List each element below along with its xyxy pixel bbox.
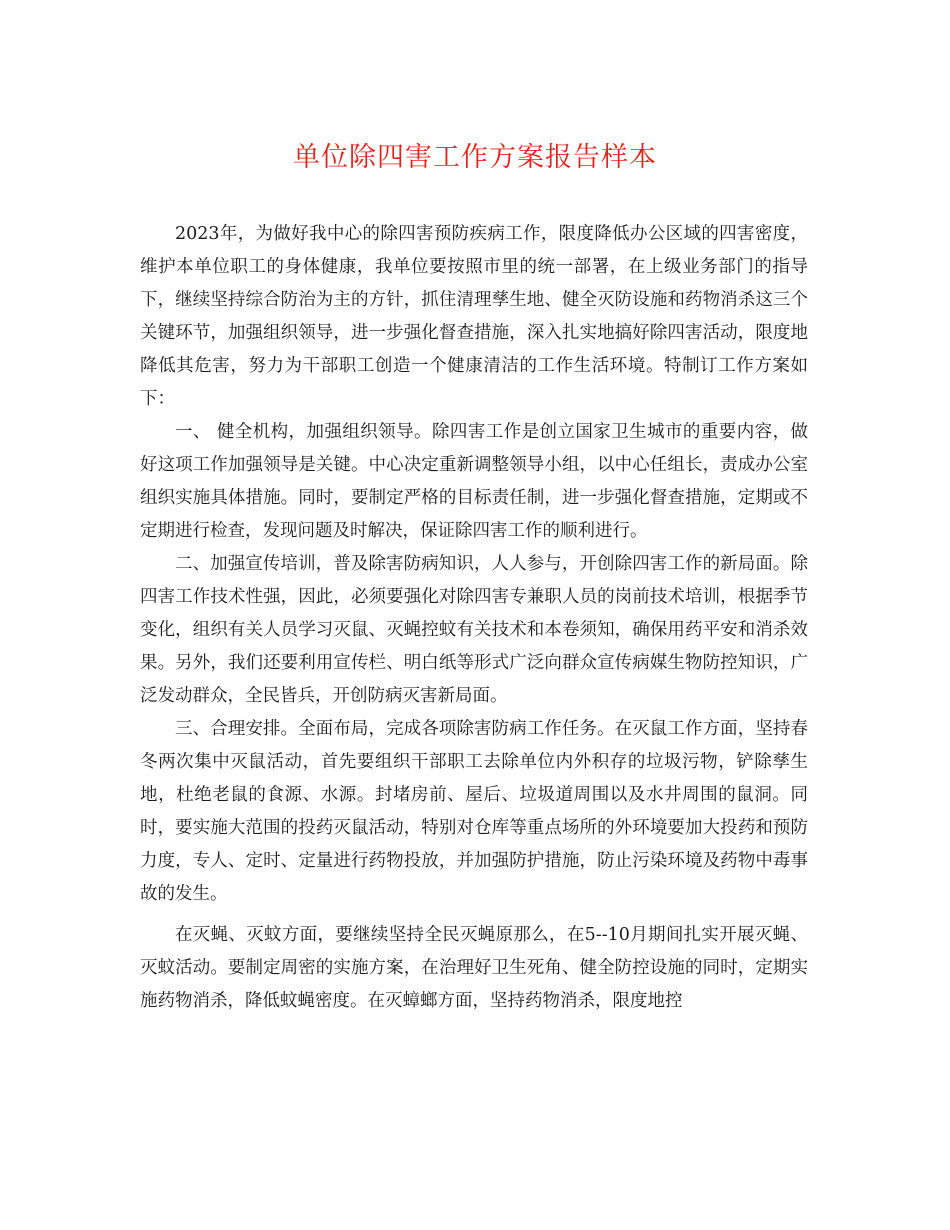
paragraph-mosquito-fly: 在灭蝇、灭蚊方面，要继续坚持全民灭蝇原那么，在5--10月期间扎实开展灭蝇、灭蚊活动。要制定周密的实施方案，在治理好卫生死角、健全防控设施的同时，定期实施药物消杀，降低蚊蝇密度。在灭蟑螂方面，坚持药物消杀，限度地控	[140, 925, 808, 1011]
paragraph-intro: 2023年，为做好我中心的除四害预防疾病工作，限度降低办公区域的四害密度，维护本单位职工的身体健康，我单位要按照市里的统一部署，在上级业务部门的指导下，继续坚持综合防治为主的方针，抓住清理孳生地、健全灭防设施和药物消杀这三个关键环节，加强组织领导，进一步强化督查措施，深入扎实地搞好除四害活动，限度地降低其危害，努力为干部职工创造一个健康清洁的工作生活环境。特制订工作方案如下：	[140, 224, 808, 409]
paragraph-section-3: 三、合理安排。全面布局，完成各项除害防病工作任务。在灭鼠工作方面，坚持春冬两次集中灭鼠活动，首先要组织干部职工去除单位内外积存的垃圾污物，铲除孳生地，杜绝老鼠的食源、水源。封堵房前、屋后、垃圾道周围以及水井周围的鼠洞。同时，要实施大范围的投药灭鼠活动，特别对仓库等重点场所的外环境要加大投药和预防力度，专人、定时、定量进行药物投放，并加强防护措施，防止污染环境及药物中毒事故的发生。	[140, 719, 808, 904]
paragraph-section-2: 二、加强宣传培训，普及除害防病知识，人人参与，开创除四害工作的新局面。除四害工作技术性强，因此，必须要强化对除四害专兼职人员的岗前技术培训，根据季节变化，组织有关人员学习灭鼠、灭蝇控蚊有关技术和本卷须知，确保用药平安和消杀效果。另外，我们还要利用宣传栏、明白纸等形式广泛向群众宣传病媒生物防控知识，广泛发动群众，全民皆兵，开创防病灭害新局面。	[140, 554, 808, 706]
paragraph-section-1: 一、 健全机构，加强组织领导。除四害工作是创立国家卫生城市的重要内容，做好这项工作加强领导是关键。中心决定重新调整领导小组，以中心任组长，责成办公室组织实施具体措施。同时，要制定严格的目标责任制，进一步强化督查措施，定期或不定期进行检查，发现问题及时解决，保证除四害工作的顺利进行。	[140, 422, 808, 541]
document-body	[140, 218, 808, 1018]
document-title: 单位除四害工作方案报告样本	[293, 142, 657, 173]
